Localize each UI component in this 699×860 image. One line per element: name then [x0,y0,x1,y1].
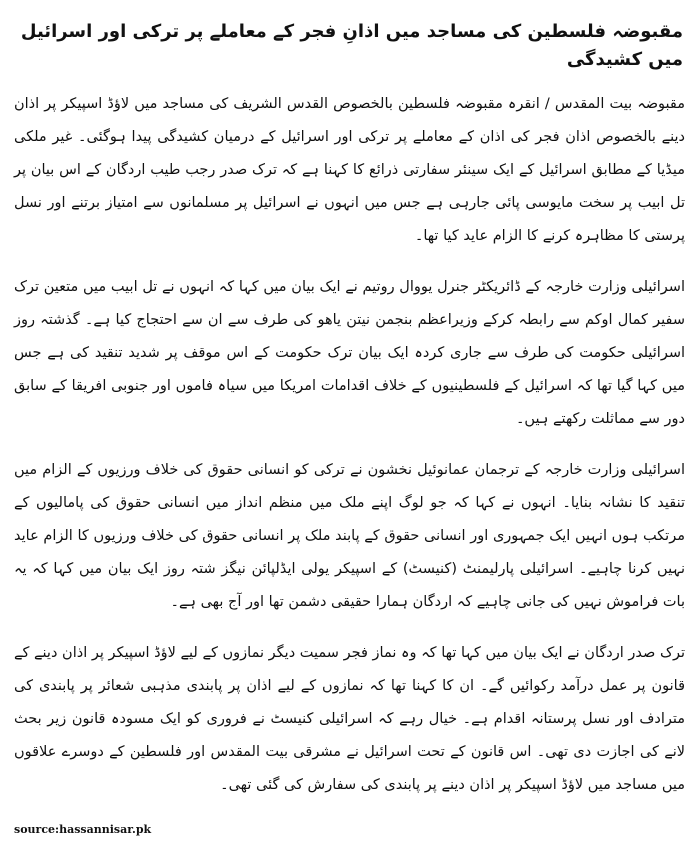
article-paragraph-4: ترک صدر اردگان نے ایک بیان میں کہا تھا کہ وہ نماز فجر سمیت دیگر نمازوں کے لیے لاؤڈ اسپیکر پر اذان دینے کے قانون پر عمل درآمد رکوائیں گے۔ ان کا کہنا تھا کہ نمازوں کے لیے اذان پر پابندی مذہبی شعائر پر پابندی کی مترادف اور نسل پرستانہ اقدام ہے۔ خیال رہے کہ اسرائیلی کنیسٹ نے فروری کو ایک مسودہ قانون زیر بحث لانے کی اجازت دی تھی۔ اس قانون کے تحت اسرائیل نے مشرقی بیت المقدس اور فلسطین کے دوسرے علاقوں میں مساجد میں لاؤڈ اسپیکر پر اذان دینے پر پابندی کی سفارش کی گئی تھی۔ [14,645,685,793]
source-credit: source:hassannisar.pk [14,823,152,836]
article-headline: مقبوضہ فلسطین کی مساجد میں اذانِ فجر کے معاملے پر ترکی اور اسرائیل میں کشیدگی [20,21,683,70]
article-paragraph-1: مقبوضہ بیت المقدس / انقرہ مقبوضہ فلسطین بالخصوص القدس الشریف کی مساجد میں لاؤڈ اسپیکر پر اذان دینے بالخصوص اذان فجر کی اذان کے معاملے پر ترکی اور اسرائیل کے درمیان کشیدگی پیدا ہوگئی۔ غیر ملکی میڈیا کے مطابق اسرائیل کے ایک سینئر سفارتی ذرائع کا کہنا ہے کہ ترک صدر رجب طیب اردگان کے اس بیان پر تل ابیب پر سخت مایوسی پائی جارہی ہے جس میں انہوں نے اسرائیل پر مسلمانوں سے امتیاز برتنے اور نسل پرستی کا مظاہرہ کرنے کا الزام عاید کیا تھا۔ [14,96,685,244]
article-paragraph-3: اسرائیلی وزارت خارجہ کے ترجمان عمانوئیل نخشون نے ترکی کو انسانی حقوق کی خلاف ورزیوں کے الزام میں تنقید کا نشانہ بنایا۔ انہوں نے کہا کہ جو لوگ اپنے ملک میں منظم انداز میں انسانی حقوق کی پامالیوں کے مرتکب ہوں انہیں ایک جمہوری اور انسانی حقوق کے پابند ملک پر انسانی حقوق کی خلاف ورزیوں کا الزام عاید نہیں کرنا چاہیے۔ اسرائیلی پارلیمنٹ (کنیسٹ) کے اسپیکر یولی ایڈلپائن نیگز شتہ روز ایک بیان میں کہا کہ یہ بات فراموش نہیں کی جانی چاہیے کہ اردگان ہمارا حقیقی دشمن تھا اور آج بھی ہے۔ [14,462,685,610]
article-paragraph-2: اسرائیلی وزارت خارجہ کے ڈائریکٹر جنرل یووال روتیم نے ایک بیان میں کہا کہ انہوں نے تل ابیب میں متعین ترک سفیر کمال اوکم سے رابطہ کرکے وزیراعظم بنجمن نیتن یاھو کی طرف سے ان سے احتجاج کیا ہے۔ گذشتہ روز اسرائیلی حکومت کی طرف سے جاری کردہ ایک بیان ترک حکومت کے اس موقف پر شدید تنقید کی ہے جس میں کہا گیا تھا کہ اسرائیل کے فلسطینیوں کے خلاف اقدامات امریکا میں سیاہ فاموں اور جنوبی افریقا کے سابق دور سے مماثلت رکھتے ہیں۔ [14,279,685,427]
article [14,18,685,848]
